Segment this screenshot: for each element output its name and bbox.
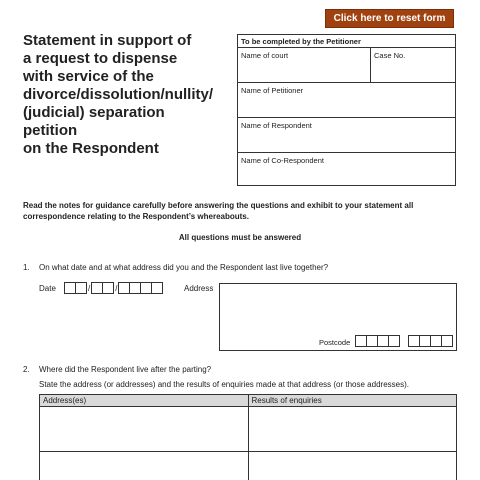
postcode-char-input[interactable]	[388, 335, 400, 347]
enquiries-table	[39, 394, 457, 480]
title-line: on the Respondent	[23, 140, 159, 157]
title-line: (judicial) separation petition	[23, 104, 165, 139]
postcode-char-input[interactable]	[441, 335, 453, 347]
postcode-inward-group	[408, 335, 452, 347]
court-name-field[interactable]	[238, 48, 371, 83]
date-year-digit-input[interactable]	[151, 282, 163, 294]
case-number-label: Case No.	[374, 51, 406, 60]
question-2-number: 2.	[23, 365, 30, 374]
case-number-field[interactable]	[371, 48, 455, 83]
date-label: Date	[39, 284, 56, 293]
question-1-number: 1.	[23, 263, 30, 272]
co-respondent-name-label: Name of Co-Respondent	[241, 156, 324, 165]
question-2-text: Where did the Respondent live after the parting?	[39, 365, 212, 374]
date-separator: /	[88, 283, 91, 293]
address-cell-input[interactable]	[40, 407, 249, 452]
title-line: divorce/dissolution/nullity/	[23, 86, 214, 103]
all-questions-notice: All questions must be answered	[178, 233, 302, 242]
petitioner-name-label: Name of Petitioner	[241, 86, 304, 95]
address-cell-input[interactable]	[40, 452, 249, 480]
petitioner-details-box	[237, 34, 456, 186]
document-title	[23, 32, 223, 158]
address-column-header: Address(es)	[40, 395, 249, 407]
results-column-header: Results of enquiries	[248, 395, 457, 407]
question-2-subtext: State the address (or addresses) and the results of enquiries made at that address (or those addresses).	[39, 380, 409, 389]
postcode-outward-group	[355, 335, 399, 347]
date-separator: /	[115, 283, 118, 293]
postcode-label: Postcode	[319, 338, 351, 347]
court-name-label: Name of court	[241, 51, 289, 60]
question-1-text: On what date and at what address did you and the Respondent last live together?	[39, 263, 329, 272]
table-row	[40, 452, 457, 480]
date-input-group	[64, 282, 162, 294]
table-row	[40, 407, 457, 452]
co-respondent-name-field[interactable]	[238, 153, 455, 186]
guidance-notes: Read the notes for guidance carefully before answering the questions and exhibit to your statement all correspondence relating to the Respondent’s whereabouts.	[23, 201, 414, 221]
title-line: with service of the	[23, 68, 154, 85]
address-label: Address	[184, 284, 214, 293]
petitioner-name-field[interactable]	[238, 83, 455, 118]
reset-form-button[interactable]: Click here to reset form	[325, 9, 454, 28]
petitioner-box-heading: To be completed by the Petitioner	[238, 35, 455, 48]
title-line: Statement in support of	[23, 32, 192, 49]
respondent-name-label: Name of Respondent	[241, 121, 312, 130]
results-cell-input[interactable]	[248, 452, 457, 480]
results-cell-input[interactable]	[248, 407, 457, 452]
respondent-name-field[interactable]	[238, 118, 455, 153]
title-line: a request to dispense	[23, 50, 178, 67]
